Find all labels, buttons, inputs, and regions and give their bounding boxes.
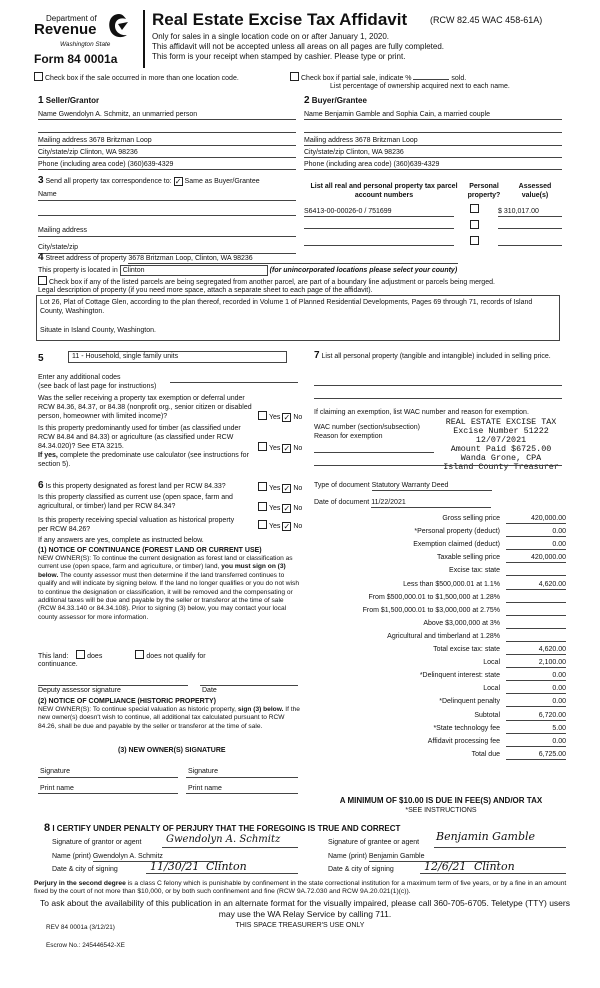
forest-answer bbox=[258, 482, 302, 493]
no-label: No bbox=[293, 445, 303, 452]
certify-text: I CERTIFY UNDER PENALTY OF PERJURY THAT THE FOREGOING IS TRUE AND CORRECT bbox=[52, 824, 401, 833]
certify-heading bbox=[44, 823, 400, 834]
section-number: 3 bbox=[38, 175, 44, 186]
section-1 bbox=[38, 96, 296, 170]
grantee-signature: Benjamin Gamble bbox=[436, 830, 536, 843]
minimum-notice: A MINIMUM OF $10.00 IS DUE IN FEE(S) AND/OR TAX bbox=[339, 796, 543, 805]
doc-type-field[interactable]: Statutory Warranty Deed bbox=[372, 481, 492, 491]
continuance-label: continuance. bbox=[38, 661, 78, 668]
dor-logo bbox=[34, 10, 130, 56]
grantor-signature: Gwendolyn A. Schmitz bbox=[166, 834, 281, 845]
city-label: City/state/zip bbox=[38, 244, 79, 251]
grantor-name-field[interactable]: Gwendolyn A. Schmitz bbox=[93, 852, 223, 862]
tax-row-label: *State technology fee bbox=[433, 724, 500, 732]
tax-row bbox=[310, 643, 570, 656]
this-land-label: This land: bbox=[38, 653, 69, 660]
signature-label-2: Signature bbox=[188, 768, 218, 775]
additional-codes-field[interactable] bbox=[170, 381, 298, 383]
section-number: 7 bbox=[314, 350, 320, 361]
dept-line1: Department of bbox=[46, 14, 97, 23]
section-number: 2 bbox=[304, 95, 310, 106]
tax-row bbox=[310, 669, 570, 682]
grantee-name-field[interactable]: Benjamin Gamble bbox=[369, 852, 499, 862]
tax-row-label: *Personal property (deduct) bbox=[414, 528, 500, 536]
same-as-buyer-label: Same as Buyer/Grantee bbox=[184, 178, 260, 185]
multi-location-check[interactable] bbox=[34, 72, 239, 83]
does-label: does bbox=[87, 653, 103, 660]
no-checkbox[interactable] bbox=[282, 444, 291, 453]
checkbox[interactable] bbox=[290, 72, 299, 81]
subtitle-2: This affidavit will not be accepted unless all areas on all pages are fully completed. bbox=[152, 42, 445, 51]
tax-row-value[interactable]: 6,725.00 bbox=[506, 750, 566, 760]
tax-row bbox=[310, 735, 570, 748]
assessed-row-1[interactable]: $ 310,017.00 bbox=[498, 207, 562, 217]
buyer-mail-row bbox=[304, 136, 562, 146]
legal-text-1: Lot 26, Plat of Cottage Glen, according to the plan thereof, recorded in Volume 1 of Planned Residential Developments, Pages 69 through 71, records of Island County, Washington. bbox=[40, 299, 533, 315]
tax-row-label: Local bbox=[483, 685, 500, 693]
seller-name-field[interactable]: Gwendolyn A. Schmitz, an unmarried person bbox=[58, 111, 198, 118]
reason-line-1[interactable] bbox=[314, 451, 434, 453]
stamp-line: Amount Paid $6725.00 bbox=[450, 444, 552, 454]
section-number: 8 bbox=[44, 822, 51, 834]
historic-answer bbox=[258, 520, 302, 531]
notice-1-text-b: you must sign on (3) below. bbox=[38, 563, 286, 579]
checkbox[interactable] bbox=[34, 72, 43, 81]
located-row bbox=[38, 265, 562, 276]
notice-3-head: (3) NEW OWNER(S) SIGNATURE bbox=[118, 747, 226, 754]
section-2-head bbox=[304, 96, 562, 106]
stamp-line: REAL ESTATE EXCISE TAX bbox=[445, 417, 557, 427]
no-label: No bbox=[293, 505, 303, 512]
phone-label: Phone (including area code) bbox=[304, 161, 392, 168]
rcw-reference: (RCW 82.45 WAC 458-61A) bbox=[430, 15, 543, 25]
dept-line2: Revenue bbox=[34, 21, 97, 38]
notice-2-head: (2) NOTICE OF COMPLIANCE (HISTORIC PROPERTY) bbox=[38, 698, 216, 705]
notice-2-text-c: If the new owner(s) doesn't wish to continue, all additional tax calculated pursuant to RCW 84.26, shall be due and payable by the seller or transferor at the time of sale. bbox=[38, 706, 300, 730]
yes-label: Yes bbox=[269, 523, 281, 530]
tax-row bbox=[310, 538, 570, 551]
notice-2-text bbox=[38, 706, 300, 731]
name-label: Name bbox=[38, 111, 57, 118]
no-label: No bbox=[293, 414, 303, 421]
partial-note: List percentage of ownership acquired next to each name. bbox=[330, 83, 510, 90]
yes-checkbox[interactable] bbox=[258, 482, 267, 491]
personal-checkbox-2[interactable] bbox=[470, 220, 479, 229]
no-checkbox[interactable] bbox=[282, 522, 291, 531]
if-yes-label: If yes, bbox=[38, 452, 58, 459]
grantee-date: 12/6/21 bbox=[424, 860, 467, 873]
forest-question-text: Is this property designated as forest land per RCW 84.33? bbox=[45, 483, 226, 490]
grantee-city: Clinton bbox=[474, 860, 515, 873]
personal-property-line-1[interactable] bbox=[314, 384, 562, 386]
notice-2-text-b: sign (3) below. bbox=[237, 706, 284, 713]
does-checkbox[interactable] bbox=[76, 650, 85, 659]
seller-phone-row bbox=[38, 160, 296, 170]
buyer-city-row bbox=[304, 148, 562, 158]
parcel-row-2[interactable] bbox=[304, 227, 454, 229]
tax-row bbox=[310, 748, 570, 761]
wac-label: WAC number (section/subsection) bbox=[314, 424, 420, 431]
stamp-line: Island County Treasurer bbox=[443, 462, 559, 472]
personal-property-label: List all personal property (tangible and intangible) included in selling price. bbox=[321, 353, 551, 360]
tax-row-value[interactable]: 0.00 bbox=[506, 540, 566, 550]
tax-row bbox=[310, 617, 570, 630]
blank-line bbox=[38, 201, 296, 216]
section-1-head bbox=[38, 96, 296, 106]
located-note: (for unincorporated locations please select your county) bbox=[269, 267, 458, 274]
page-title: Real Estate Excise Tax Affidavit bbox=[152, 10, 408, 29]
notice-1-text-a: NEW OWNER(S): To continue the current designation as forest land or classification as current use (open space, farm and agriculture, or timber) land, bbox=[38, 555, 293, 571]
name-label: Name bbox=[38, 191, 57, 198]
subtitle-3: This form is your receipt when stamped by cashier. Please type or print. bbox=[152, 52, 406, 61]
tax-row bbox=[310, 578, 570, 591]
partial-percent-field[interactable] bbox=[413, 72, 449, 80]
tax-row-value[interactable]: 2,100.00 bbox=[506, 658, 566, 668]
use-code-select[interactable]: 11 - Household, single family units bbox=[68, 351, 287, 363]
tax-row-value[interactable]: 4,620.00 bbox=[506, 645, 566, 655]
exemption-answer bbox=[258, 411, 302, 422]
tax-row-value[interactable]: 0.00 bbox=[506, 671, 566, 681]
tax-row-label: Excise tax: state bbox=[449, 567, 500, 575]
tax-row-label: Affidavit processing fee bbox=[427, 737, 500, 745]
no-label: No bbox=[293, 523, 303, 530]
grantee-sig-label: Signature of grantee or agent bbox=[328, 839, 420, 846]
perjury-text: is a class C felony which is punishable by confinement in the state correctional institution for a maximum term of five years, or by a fine in an amount fixed by the court of not more than $10,000, or by both such confinement and fine (RCW 9A.72.030 and RCW 9A.20.021(1)(c)). bbox=[34, 880, 567, 896]
legal-label: Legal description of property (if you need more space, attach a separate sheet to each page of the affidavit). bbox=[38, 287, 373, 294]
no-checkbox[interactable] bbox=[282, 413, 291, 422]
grantor-signature-field[interactable] bbox=[162, 846, 298, 848]
corr-name-row bbox=[38, 190, 296, 201]
parcel-row-1[interactable]: S6413-00-00026-0 / 751699 bbox=[304, 207, 454, 217]
deputy-date-label: Date bbox=[202, 687, 217, 694]
dept-line3: Washington State bbox=[60, 41, 111, 48]
see-instructions: *SEE INSTRUCTIONS bbox=[405, 807, 477, 814]
buyer-mail-field[interactable]: 3678 Britzman Loop bbox=[354, 137, 418, 144]
print-name-label-2: Print name bbox=[188, 785, 222, 792]
notice-1-text-c: The county assessor must then determine if the land transferred continues to qualify and will indicate by signing below. If the land no longer qualifies or you do not wish to continue the designation or classification, it will be removed and the compensating or additional taxes will be due and payable by the seller or transferor at the time of sale (RCW 84.33.140 or 84.34.108). Prior to signing (3) below, you may contact your local county assessor for more information. bbox=[38, 571, 299, 621]
personal-property-line-2[interactable] bbox=[314, 397, 562, 399]
street-address-label: Street address of property bbox=[45, 255, 127, 262]
name-print-label: Name (print) bbox=[52, 853, 91, 860]
tax-row bbox=[310, 682, 570, 695]
yes-checkbox[interactable] bbox=[258, 442, 267, 451]
corr-mail-row bbox=[38, 226, 296, 237]
tax-row-label: Taxable selling price bbox=[436, 554, 500, 562]
tax-row bbox=[310, 656, 570, 669]
street-address-row bbox=[38, 253, 562, 264]
grantee-signature-field[interactable] bbox=[434, 846, 566, 848]
city-label: City/state/zip bbox=[38, 149, 79, 156]
parcel-row-3[interactable] bbox=[304, 244, 454, 246]
section-number: 1 bbox=[38, 95, 44, 106]
perjury-notice bbox=[34, 880, 570, 897]
reason-line-2[interactable] bbox=[314, 464, 562, 466]
city-label: City/state/zip bbox=[304, 149, 345, 156]
seller-mail-field[interactable]: 3678 Britzman Loop bbox=[88, 137, 152, 144]
tax-row-value[interactable]: 0.00 bbox=[506, 527, 566, 537]
legal-text-2: Situate in Island County, Washington. bbox=[40, 327, 156, 334]
mail-label: Mailing address bbox=[38, 227, 88, 234]
alt-format-notice: To ask about the availability of this publication in an alternate format for the visually impaired, please call 360-705-6705. Teletype (TTY) users may use the WA Relay Service by calling 711. bbox=[40, 898, 570, 919]
yes-label: Yes bbox=[269, 414, 281, 421]
section-head: Buyer/Grantee bbox=[311, 96, 367, 105]
section-3-head bbox=[38, 176, 296, 186]
seller-city-field[interactable]: Clinton, WA 98236 bbox=[80, 149, 138, 156]
tax-row-value[interactable]: 0.00 bbox=[506, 684, 566, 694]
tax-row-label: *Delinquent interest: state bbox=[419, 672, 500, 680]
tax-row-value[interactable]: 6,720.00 bbox=[506, 711, 566, 721]
tax-row-value[interactable] bbox=[506, 632, 566, 642]
buyer-name-field[interactable]: Benjamin Gamble and Sophia Cain, a married couple bbox=[324, 111, 491, 118]
doc-type-row bbox=[314, 481, 504, 491]
signature-label: Signature bbox=[40, 768, 70, 775]
timber-question: Is this property predominantly used for timber (as classified under RCW 84.84 and 84.33) or agriculture (as classified under RCW 84.34.020)? See ETA 3215. bbox=[38, 425, 241, 450]
no-checkbox[interactable] bbox=[282, 504, 291, 513]
historic-question: Is this property receiving special valuation as historical property per RCW 84.26? bbox=[38, 517, 235, 533]
section-3 bbox=[38, 176, 296, 254]
does-not-checkbox[interactable] bbox=[135, 650, 144, 659]
section-number: 6 bbox=[38, 480, 44, 491]
yes-label: Yes bbox=[269, 505, 281, 512]
grantee-date-row bbox=[328, 865, 394, 874]
treasurer-use-label: THIS SPACE TREASURER'S USE ONLY bbox=[235, 922, 365, 929]
exemption-label: If claiming an exemption, list WAC number and reason for exemption. bbox=[314, 409, 529, 416]
forest-question bbox=[38, 481, 268, 491]
yes-checkbox[interactable] bbox=[258, 411, 267, 420]
tax-row-value[interactable]: 420,000.00 bbox=[506, 553, 566, 563]
buyer-phone-field[interactable]: (360)639-4329 bbox=[393, 161, 440, 168]
seller-phone-field[interactable]: (360)639-4329 bbox=[127, 161, 174, 168]
tax-row-label: *Delinquent penalty bbox=[439, 698, 500, 706]
owner-signature-line-2[interactable] bbox=[186, 776, 298, 778]
tax-row-value[interactable]: 420,000.00 bbox=[506, 514, 566, 524]
multi-location-label: Check box if the sale occurred in more than one location code. bbox=[45, 75, 239, 82]
yes-label: Yes bbox=[269, 445, 281, 452]
escrow-number: Escrow No.: 245446542-XE bbox=[46, 942, 125, 949]
swoosh-logo-icon bbox=[106, 12, 132, 40]
timber-answer bbox=[258, 442, 302, 453]
street-address-field[interactable]: 3678 Britzman Loop, Clinton, WA 98236 bbox=[128, 254, 458, 264]
subtitle-1: Only for sales in a single location code on or after January 1, 2020. bbox=[152, 32, 390, 41]
buyer-phone-row bbox=[304, 160, 562, 170]
doc-date-field[interactable]: 11/22/2021 bbox=[371, 498, 491, 508]
buyer-name-row bbox=[304, 110, 562, 120]
yes-checkbox[interactable] bbox=[258, 520, 267, 529]
same-as-buyer-checkbox[interactable] bbox=[174, 177, 183, 186]
assessed-row-3[interactable] bbox=[498, 244, 562, 246]
header-divider bbox=[143, 10, 145, 68]
correspondence-label: Send all property tax correspondence to: bbox=[45, 178, 172, 185]
buyer-city-field[interactable]: Clinton, WA 98236 bbox=[346, 149, 404, 156]
notice-1-head: (1) NOTICE OF CONTINUANCE (FOREST LAND OR CURRENT USE) bbox=[38, 547, 262, 554]
location-select[interactable]: Clinton bbox=[120, 265, 268, 276]
stamp-line: 12/07/2021 bbox=[475, 435, 527, 445]
assessed-row-2[interactable] bbox=[498, 227, 562, 229]
doc-type-label: Type of document bbox=[314, 482, 370, 489]
timber-note-text: complete the predominate use calculator (see instructions for section 5). bbox=[38, 452, 249, 468]
tax-row bbox=[310, 591, 570, 604]
tax-row-value[interactable] bbox=[506, 593, 566, 603]
form-number: Form 84 0001a bbox=[34, 52, 118, 66]
tax-row-label: Above $3,000,000 at 3% bbox=[423, 619, 500, 627]
doc-date-label: Date of document bbox=[314, 499, 370, 506]
reason-label: Reason for exemption bbox=[314, 433, 383, 440]
sold-label: sold. bbox=[451, 75, 467, 82]
tax-row bbox=[310, 525, 570, 538]
phone-label: Phone (including area code) bbox=[38, 161, 126, 168]
section-2 bbox=[304, 96, 562, 170]
does-not-label: does not qualify for bbox=[146, 653, 206, 660]
section-number: 4 bbox=[38, 252, 44, 263]
date-city-label: Date & city of signing bbox=[328, 866, 394, 873]
tax-row bbox=[310, 551, 570, 564]
current-use-answer bbox=[258, 502, 302, 513]
tax-row-value[interactable] bbox=[506, 566, 566, 576]
stamp-line: Wanda Grone, CPA bbox=[460, 453, 542, 463]
notice-2-text-a: NEW OWNER(S): To continue special valuation as historic property, bbox=[38, 706, 237, 713]
partial-sale-label: Check box if partial sale, indicate % bbox=[301, 75, 412, 82]
current-use-question: Is this property classified as current use (open space, farm and agricultural, or timber) land per RCW 84.34? bbox=[38, 494, 233, 510]
tax-row-label: Total due bbox=[471, 750, 500, 758]
segregated-checkbox[interactable] bbox=[38, 276, 47, 285]
tax-row bbox=[310, 709, 570, 722]
legal-description-box[interactable] bbox=[36, 295, 560, 341]
segregated-label: Check box if any of the listed parcels are being segregated from another parcel, are part of a boundary line adjustment or parcels being merged. bbox=[49, 279, 495, 286]
print-name-label: Print name bbox=[40, 785, 74, 792]
exemption-question: Was the seller receiving a property tax exemption or deferral under RCW 84.36, 84.37, or 84.38 (nonprofit org., senior citizen or disabled person, homeowner with limited income)? bbox=[38, 395, 252, 420]
timber-note bbox=[38, 451, 258, 469]
tax-row-label: From $1,500,000.01 to $3,000,000 at 2.75% bbox=[362, 606, 500, 614]
additional-codes-note: (see back of last page for instructions) bbox=[38, 383, 157, 390]
section-7-head bbox=[314, 351, 562, 361]
date-city-label: Date & city of signing bbox=[52, 866, 118, 873]
deputy-label: Deputy assessor signature bbox=[38, 687, 121, 694]
tax-row-value[interactable] bbox=[506, 619, 566, 629]
seller-mail-row bbox=[38, 136, 296, 146]
grantor-date: 11/30/21 bbox=[150, 860, 200, 873]
personal-checkbox-3[interactable] bbox=[470, 236, 479, 245]
no-label: No bbox=[293, 485, 303, 492]
any-yes-note: If any answers are yes, complete as instructed below. bbox=[38, 537, 204, 544]
tax-row-label: Less than $500,000.01 at 1.1% bbox=[403, 580, 500, 588]
section-head: Seller/Grantor bbox=[45, 96, 100, 105]
tax-row-label: Total excise tax: state bbox=[433, 646, 500, 653]
personal-col-head: Personal property? bbox=[467, 183, 501, 199]
no-checkbox[interactable] bbox=[282, 484, 291, 493]
grantor-date-row bbox=[52, 865, 118, 874]
tax-row bbox=[310, 512, 570, 525]
tax-row-value[interactable]: 5.00 bbox=[506, 724, 566, 734]
owner-signature-line-1[interactable] bbox=[38, 776, 178, 778]
additional-codes-label: Enter any additional codes bbox=[38, 374, 121, 381]
tax-row-label: Local bbox=[483, 659, 500, 667]
tax-row-value[interactable] bbox=[506, 606, 566, 616]
revision-label: REV 84 0001a (3/12/21) bbox=[46, 924, 115, 931]
personal-checkbox-1[interactable] bbox=[470, 204, 479, 213]
parcel-col-head: List all real and personal property tax parcel account numbers bbox=[310, 183, 458, 199]
doc-date-row bbox=[314, 498, 504, 508]
mail-label: Mailing address bbox=[38, 137, 88, 144]
notice-1-text bbox=[38, 555, 300, 622]
tax-row-label: From $500,000.01 to $1,500,000 at 1.28% bbox=[368, 593, 500, 601]
stamp-line: Excise Number 51222 bbox=[453, 426, 549, 436]
grantor-sig-label: Signature of grantor or agent bbox=[52, 839, 142, 846]
assessed-col-head: Assessed value(s) bbox=[518, 183, 552, 199]
name-print-label: Name (print) bbox=[328, 853, 367, 860]
tax-row-value[interactable]: 4,620.00 bbox=[506, 580, 566, 590]
tax-row-label: Agricultural and timberland at 1.28% bbox=[387, 632, 500, 640]
seller-city-row bbox=[38, 148, 296, 158]
perjury-bold: Perjury in the second degree bbox=[34, 880, 126, 887]
blank-line bbox=[304, 120, 562, 133]
tax-row bbox=[310, 604, 570, 617]
section-5-number: 5 bbox=[38, 353, 44, 364]
seller-name-row bbox=[38, 110, 296, 120]
mail-label: Mailing address bbox=[304, 137, 354, 144]
tax-row bbox=[310, 564, 570, 577]
tax-row-label: Subtotal bbox=[474, 711, 500, 719]
tax-row bbox=[310, 630, 570, 643]
name-label: Name bbox=[304, 111, 323, 118]
blank-line bbox=[38, 120, 296, 133]
tax-row-value[interactable]: 0.00 bbox=[506, 697, 566, 707]
tax-row-label: Gross selling price bbox=[442, 515, 500, 522]
tax-row bbox=[310, 695, 570, 708]
yes-label: Yes bbox=[269, 485, 281, 492]
located-label: This property is located in bbox=[38, 267, 118, 274]
yes-checkbox[interactable] bbox=[258, 502, 267, 511]
tax-row-label: Exemption claimed (deduct) bbox=[413, 541, 500, 549]
grantor-city: Clinton bbox=[206, 860, 247, 873]
tax-row-value[interactable]: 0.00 bbox=[506, 737, 566, 747]
tax-row bbox=[310, 722, 570, 735]
